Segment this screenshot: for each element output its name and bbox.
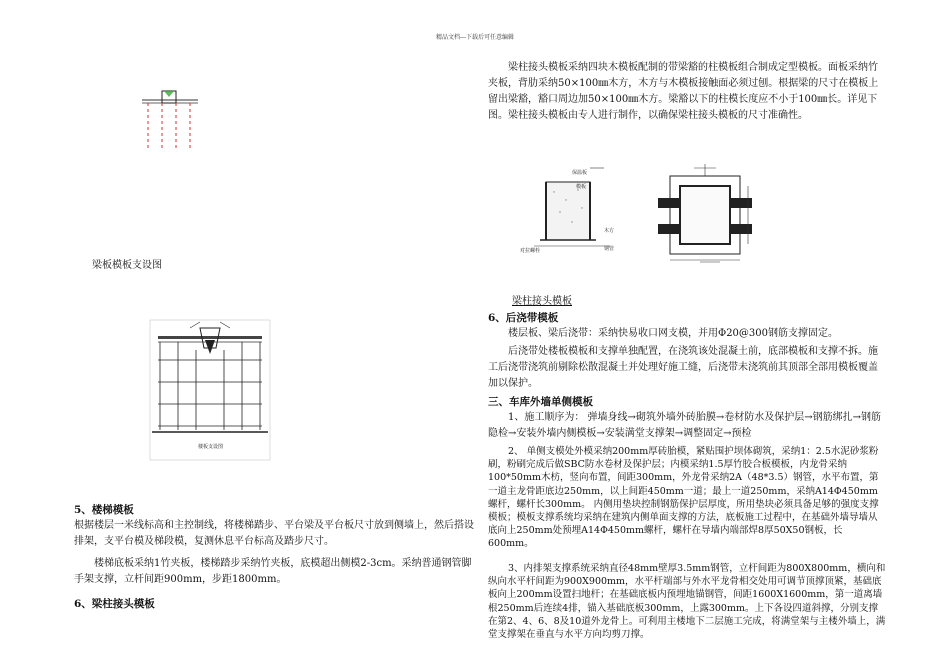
caption-beam-column-joint: 梁柱接头模板	[512, 296, 572, 307]
joint-label-1: 保温板	[572, 170, 588, 176]
wall-paragraph-2: 2、 单侧支模处外模采纳200mm厚砖胎模，紧贴围护坝体砌筑，采纳1：2.5水泥砂浆粉刷，粉刷完成后做SBC防水卷材及保护层；内模采纳1.5厚竹胶合板模板，内龙骨采纳100*50mm木枋，竖向布置，间距300mm，外龙骨采纳2A（48*3.5）钢管，水平布置，第一道主龙骨距底边250mm，以上间距450mm一道；最上一道250mm，采纳A14Φ450mm螺杆，螺杆长300mm。 内侧用垫块控制钢筋保护层厚度，所用垫块必须具备足够的强度支撑模板；模板支撑系统均采纳在建筑内侧单面支撑的方法，底板施工过程中，在基础外墙导墙从底向上250mm处预埋A14Φ450mm螺杆，螺杆在导墙内端部焊8厚50X50钢板，长600mm。	[488, 446, 879, 550]
section-6-heading-left: 6、梁柱接头模板	[74, 598, 155, 610]
joint-label-4: 钢管	[604, 246, 615, 252]
section-5-paragraph-1: 根据楼层一米线标高和主控制线，将楼梯踏步、平台梁及平台板尺寸放到侧墙上，然后搭设排架，支平台模及梯段模，复测休息平台标高及踏步尺寸。	[74, 520, 474, 547]
beam-column-joint-drawing	[520, 162, 770, 272]
joint-label-3: 木方	[604, 228, 615, 234]
caption-beam-support: 梁板模板支设图	[92, 260, 162, 271]
joint-label-2: 模板	[576, 184, 587, 190]
section-wall-heading: 三、车库外墙单侧模板	[488, 396, 593, 408]
section-5-paragraph-2: 楼梯底板采纳1竹夹板，楼梯踏步采纳竹夹板，底模超出侧模2-3cm。采纳普通钢管脚手架支撑，立杆间距900mm，步距1800mm。	[74, 558, 472, 585]
joint-label-5: 对拉螺栓	[520, 248, 541, 254]
support-drawing-title: 楼板支设图	[198, 444, 224, 450]
post-pour-paragraph-2: 后浇带处楼板模板和支撑单独配置，在浇筑该处混凝土前，底部模板和支撑不拆。施工后浇带浇筑前剔除松散混凝土并处理好施工缝，后浇带未浇筑前其顶部全部用模板覆盖加以保护。	[488, 346, 878, 389]
joint-paragraph: 梁柱接头模板采纳四块木模板配制的带梁豁的柱模板组合制成定型模板。面板采纳竹夹板，背肋采纳50×100㎜木方，木方与木模板接触面必须过刨。根据梁的尺寸在模板上留出梁豁，豁口周边加50×100㎜木方。梁豁以下的柱模长度应不小于100㎜长。详见下图。梁柱接头模板由专人进行制作，以确保梁柱接头模板的尺寸准确性。	[488, 62, 879, 121]
beam-support-detail-drawing	[140, 88, 200, 158]
wall-paragraph-3: 3、内排架支撑系统采纳直径48mm壁厚3.5mm钢管，立杆间距为800X800mm，横向和纵向水平杆间距为900X900mm，水平杆端部与外水平龙骨相交处用可调节顶撑顶紧，基础底板向上200mm设置扫地杆；在基础底板内预埋地锚钢管，间距1600X1600mm，第一道离墙根250mm后连续4排，锚入基础底板300mm，上露300mm。上下各设四道斜撑，分别支撑在第2、4、6、8及10道外龙骨上。可利用主楼地下二层施工完成，将满堂架与主楼外墙上，满堂支撑架在垂直与水平方向均剪刀撑。	[488, 563, 886, 641]
section-post-pour-heading: 6、后浇带模板	[488, 312, 559, 324]
wall-paragraph-1: 1、施工顺序为： 弹墙身线→砌筑外墙外砖胎膜→卷材防水及保护层→钢筋绑扎→钢筋隐检→安装外墙内侧模板→安装满堂支撑架→调整固定→预检	[488, 412, 882, 439]
floor-support-drawing	[150, 320, 270, 460]
section-5-heading: 5、楼梯模板	[74, 504, 134, 516]
post-pour-paragraph-1: 楼层板、梁后浇带：采纳快易收口网支模，并用Φ20@300钢筋支撑固定。	[508, 328, 839, 339]
page-header: 精品文档---下载后可任意编辑	[435, 34, 515, 41]
